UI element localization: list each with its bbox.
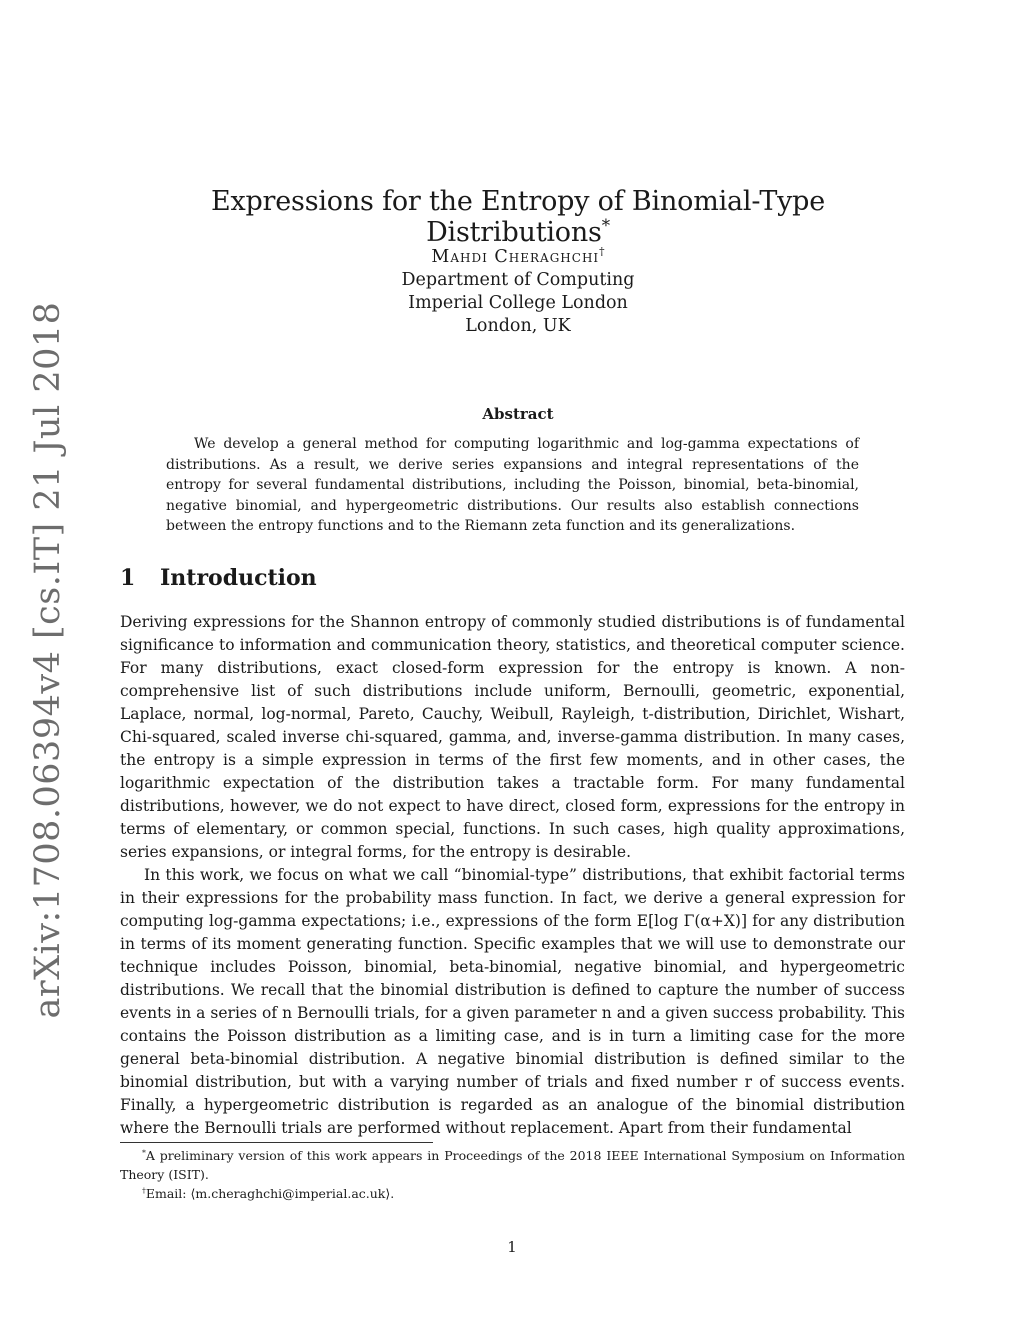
footnote-text: Email: ⟨m.cheraghchi@imperial.ac.uk⟩. [145, 1186, 395, 1201]
paper-title [120, 186, 916, 248]
paragraph: Deriving expressions for the Shannon entropy of commonly studied distributions is of fundamental significance to information and communication theory, statistics, and theoretical computer science. For many distributions, exact closed-form expression for the entropy is known. A non-comprehensive list of such distributions include uniform, Bernoulli, geometric, exponential, Laplace, normal, log-normal, Pareto, Cauchy, Weibull, Rayleigh, t-distribution, Dirichlet, Wishart, Chi-squared, scaled inverse chi-squared, gamma, and, inverse-gamma distribution. In many cases, the entropy is a simple expression in terms of the first few moments, and in other cases, the logarithmic expectation of the distribution takes a tractable form. For many fundamental distributions, however, we do not expect to have direct, closed form, expressions for the entropy in terms of elementary, or common special, functions. In such cases, high quality approximations, series expansions, or integral forms, for the entropy is desirable. [120, 613, 905, 861]
abstract [166, 434, 859, 537]
title-footnote-mark: * [601, 215, 610, 235]
title-text: Expressions for the Entropy of Binomial-Type Distributions [210, 186, 826, 248]
author-block [120, 246, 916, 338]
author-line [120, 246, 916, 269]
footnote-text: A preliminary version of this work appears in Proceedings of the 2018 IEEE International Symposium on Information Theory (ISIT). [120, 1148, 905, 1182]
affiliation-institution: Imperial College London [408, 293, 628, 313]
footnotes [120, 1146, 905, 1203]
affiliation-location: London, UK [465, 316, 571, 336]
author-footnote-mark: † [599, 245, 605, 259]
abstract-heading: Abstract [482, 405, 554, 423]
footnote-mark: † [142, 1185, 146, 1195]
section-number: 1 [120, 565, 136, 591]
section-heading [120, 565, 317, 591]
section-body [120, 611, 905, 1140]
section-title: Introduction [160, 565, 317, 591]
footnote-divider [120, 1142, 433, 1143]
footnote [120, 1146, 905, 1184]
paragraph: In this work, we focus on what we call “binomial-type” distributions, that exhibit factorial terms in their expressions for the probability mass function. In fact, we derive a general expression for computing log-gamma expectations; i.e., expressions of the form E[log Γ(α+X)] for any distribution in terms of its moment generating function. Specific examples that we will use to demonstrate our technique includes Poisson, binomial, beta-binomial, negative binomial, and hypergeometric distributions. We recall that the binomial distribution is defined to capture the number of success events in a series of n Bernoulli trials, for a given parameter n and a given success probability. This contains the Poisson distribution as a limiting case, and is in turn a limiting case for the more general beta-binomial distribution. A negative binomial distribution is defined similar to the binomial distribution, but with a varying number of trials and fixed number r of success events. Finally, a hypergeometric distribution is regarded as an analogue of the binomial distribution where the Bernoulli trials are performed without replacement. Apart from their fundamental [120, 866, 905, 1137]
page-number: 1 [507, 1238, 517, 1256]
arxiv-identifier: arXiv:1708.06394v4 [cs.IT] 21 Jul 2018 [28, 301, 68, 1019]
author-name: Mahdi Cheraghchi [431, 247, 600, 267]
footnote-mark: * [142, 1147, 146, 1157]
affiliation-department: Department of Computing [401, 270, 635, 290]
abstract-text: We develop a general method for computing logarithmic and log-gamma expectations of distributions. As a result, we derive series expansions and integral representations of the entropy for several fundamental distributions, including the Poisson, binomial, beta-binomial, negative binomial, and hypergeometric distributions. Our results also establish connections between the entropy functions and to the Riemann zeta function and its generalizations. [166, 436, 859, 534]
footnote [120, 1184, 905, 1203]
